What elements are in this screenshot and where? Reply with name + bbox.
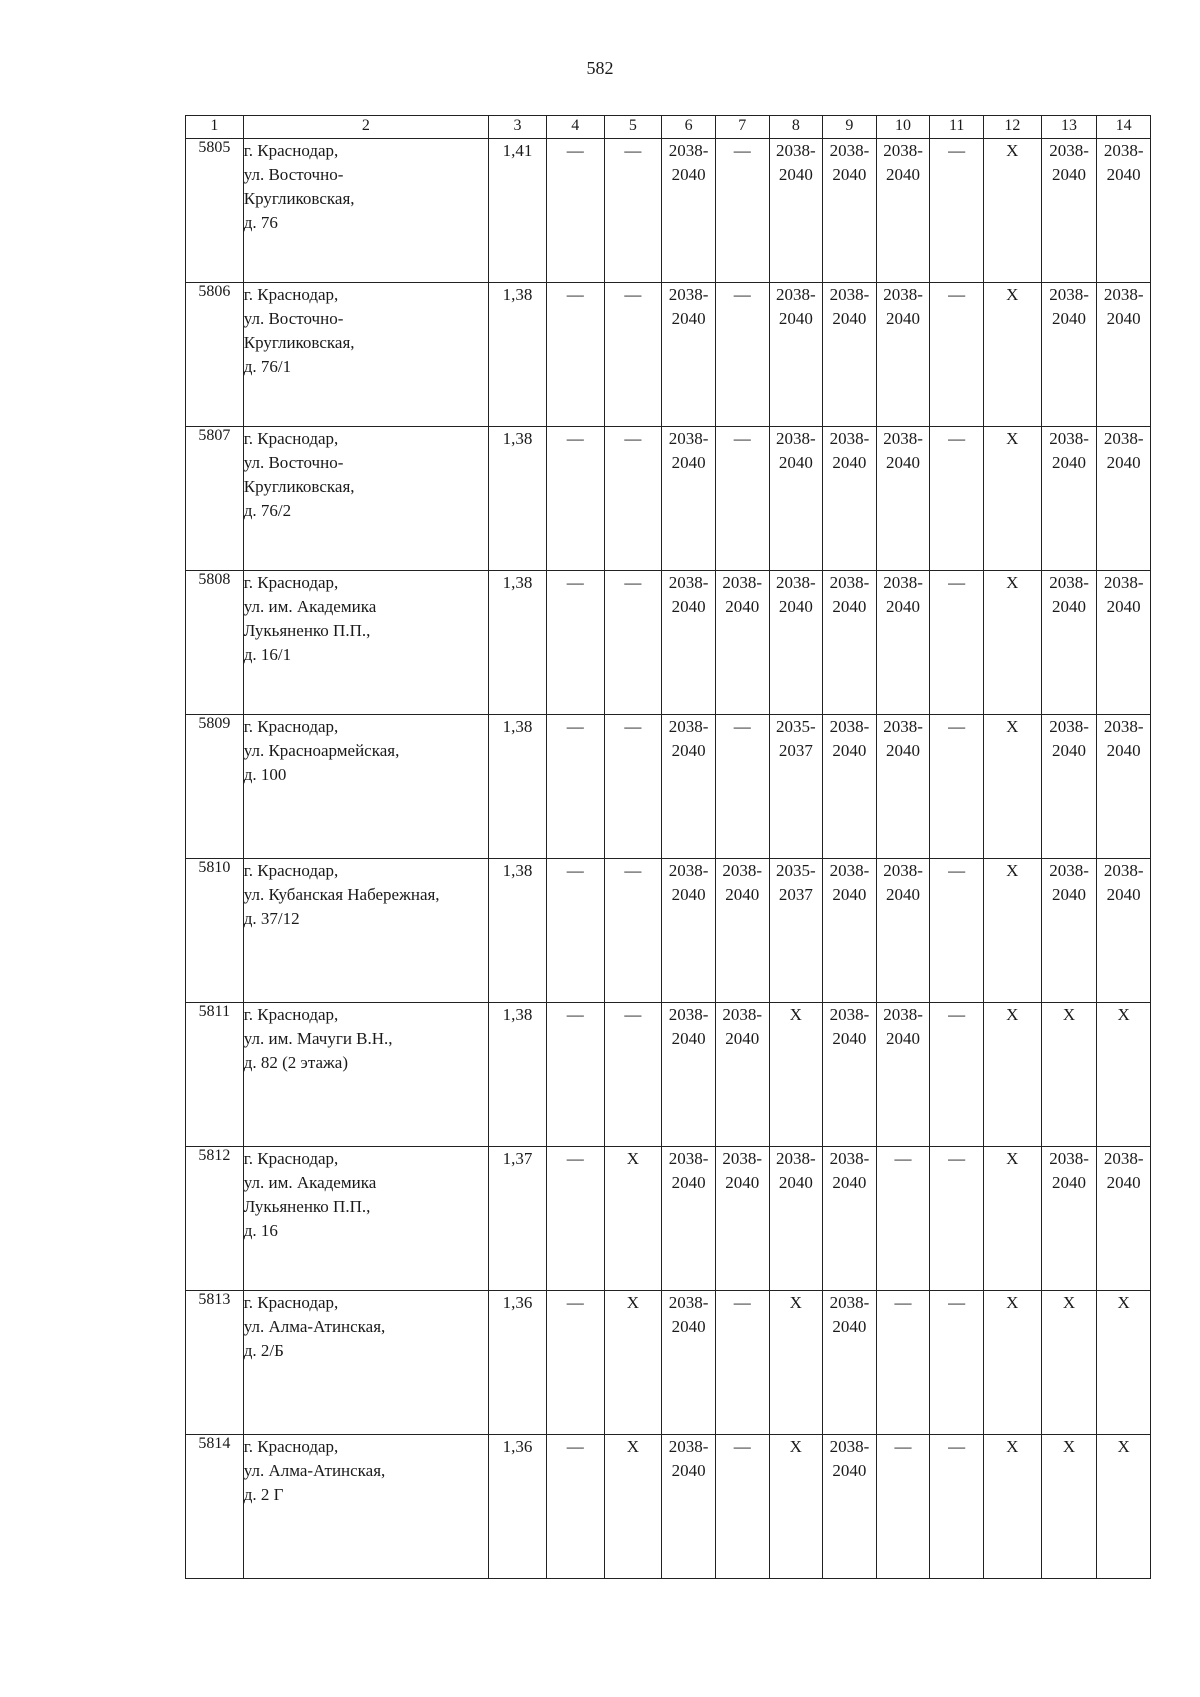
- value-cell-col-10: 2038- 2040: [876, 859, 930, 1003]
- table-row: [186, 1435, 1151, 1579]
- address-cell: [243, 139, 488, 283]
- value-cell-col-11: —: [930, 571, 984, 715]
- value-cell-col-5: —: [604, 427, 662, 571]
- column-header-13: 13: [1041, 116, 1097, 139]
- row-number: 5808: [186, 571, 244, 715]
- value-cell-col-12: Х: [983, 571, 1041, 715]
- value-cell-col-9: 2038- 2040: [823, 571, 877, 715]
- value-cell-col-6: 2038- 2040: [662, 427, 716, 571]
- address-cell: [243, 859, 488, 1003]
- value-cell-col-3: 1,38: [489, 427, 547, 571]
- value-cell-col-6: 2038- 2040: [662, 1147, 716, 1291]
- value-cell-col-5: —: [604, 283, 662, 427]
- address-cell: [243, 283, 488, 427]
- value-cell-col-4: —: [546, 859, 604, 1003]
- value-cell-col-7: 2038- 2040: [715, 859, 769, 1003]
- address-cell: [243, 427, 488, 571]
- value-cell-col-4: —: [546, 283, 604, 427]
- address-line: г. Краснодар,: [243, 573, 339, 592]
- value-cell-col-4: —: [546, 1147, 604, 1291]
- row-number: 5811: [186, 1003, 244, 1147]
- address-line: д. 76: [243, 213, 278, 232]
- address-line: г. Краснодар,: [243, 1149, 339, 1168]
- value-cell-col-4: —: [546, 1291, 604, 1435]
- value-cell-col-11: —: [930, 139, 984, 283]
- value-cell-col-12: Х: [983, 859, 1041, 1003]
- value-cell-col-7: —: [715, 1435, 769, 1579]
- value-cell-col-11: —: [930, 1291, 984, 1435]
- address-line: Кругликовская,: [243, 189, 355, 208]
- address-line: д. 37/12: [243, 909, 300, 928]
- value-cell-col-8: 2038- 2040: [769, 283, 823, 427]
- row-number: 5805: [186, 139, 244, 283]
- address-line: г. Краснодар,: [243, 717, 339, 736]
- value-cell-col-6: 2038- 2040: [662, 139, 716, 283]
- value-cell-col-11: —: [930, 1003, 984, 1147]
- value-cell-col-10: 2038- 2040: [876, 571, 930, 715]
- value-cell-col-8: 2038- 2040: [769, 571, 823, 715]
- table-row: [186, 1291, 1151, 1435]
- column-header-6: 6: [662, 116, 716, 139]
- value-cell-col-12: Х: [983, 139, 1041, 283]
- address-cell: [243, 1291, 488, 1435]
- address-line: ул. им. Мачуги В.Н.,: [243, 1029, 393, 1048]
- value-cell-col-12: Х: [983, 1291, 1041, 1435]
- value-cell-col-13: 2038- 2040: [1041, 715, 1097, 859]
- value-cell-col-10: —: [876, 1291, 930, 1435]
- value-cell-col-7: —: [715, 715, 769, 859]
- value-cell-col-10: 2038- 2040: [876, 427, 930, 571]
- row-number: 5806: [186, 283, 244, 427]
- value-cell-col-10: —: [876, 1147, 930, 1291]
- value-cell-col-3: 1,38: [489, 859, 547, 1003]
- value-cell-col-14: 2038- 2040: [1097, 1147, 1151, 1291]
- value-cell-col-4: —: [546, 1435, 604, 1579]
- address-line: ул. Алма-Атинская,: [243, 1461, 386, 1480]
- address-line: Лукьяненко П.П.,: [243, 621, 371, 640]
- address-line: д. 16: [243, 1221, 278, 1240]
- address-line: д. 2/Б: [243, 1341, 284, 1360]
- value-cell-col-3: 1,41: [489, 139, 547, 283]
- address-cell: [243, 1003, 488, 1147]
- value-cell-col-3: 1,36: [489, 1435, 547, 1579]
- value-cell-col-9: 2038- 2040: [823, 1435, 877, 1579]
- address-line: д. 2 Г: [243, 1485, 284, 1504]
- value-cell-col-7: —: [715, 427, 769, 571]
- value-cell-col-13: 2038- 2040: [1041, 571, 1097, 715]
- value-cell-col-8: Х: [769, 1435, 823, 1579]
- value-cell-col-12: Х: [983, 1435, 1041, 1579]
- value-cell-col-14: 2038- 2040: [1097, 427, 1151, 571]
- address-line: ул. Кубанская Набережная,: [243, 885, 440, 904]
- column-header-10: 10: [876, 116, 930, 139]
- address-line: д. 76/1: [243, 357, 292, 376]
- value-cell-col-9: 2038- 2040: [823, 1291, 877, 1435]
- value-cell-col-4: —: [546, 715, 604, 859]
- value-cell-col-10: —: [876, 1435, 930, 1579]
- address-line: ул. Восточно-: [243, 453, 344, 472]
- table-row: [186, 1147, 1151, 1291]
- table-row: [186, 427, 1151, 571]
- value-cell-col-3: 1,38: [489, 571, 547, 715]
- value-cell-col-9: 2038- 2040: [823, 715, 877, 859]
- address-line: д. 76/2: [243, 501, 292, 520]
- value-cell-col-12: Х: [983, 1003, 1041, 1147]
- value-cell-col-8: 2035- 2037: [769, 859, 823, 1003]
- schedule-table: [185, 115, 1151, 1579]
- value-cell-col-5: —: [604, 1003, 662, 1147]
- value-cell-col-3: 1,38: [489, 715, 547, 859]
- value-cell-col-3: 1,37: [489, 1147, 547, 1291]
- value-cell-col-10: 2038- 2040: [876, 715, 930, 859]
- value-cell-col-4: —: [546, 571, 604, 715]
- value-cell-col-11: —: [930, 859, 984, 1003]
- address-line: г. Краснодар,: [243, 1437, 339, 1456]
- value-cell-col-14: Х: [1097, 1435, 1151, 1579]
- value-cell-col-7: —: [715, 1291, 769, 1435]
- address-cell: [243, 571, 488, 715]
- value-cell-col-11: —: [930, 1147, 984, 1291]
- value-cell-col-3: 1,38: [489, 283, 547, 427]
- column-header-1: 1: [186, 116, 244, 139]
- value-cell-col-7: 2038- 2040: [715, 1003, 769, 1147]
- row-number: 5807: [186, 427, 244, 571]
- value-cell-col-5: —: [604, 139, 662, 283]
- value-cell-col-4: —: [546, 139, 604, 283]
- column-header-8: 8: [769, 116, 823, 139]
- value-cell-col-6: 2038- 2040: [662, 1435, 716, 1579]
- value-cell-col-13: Х: [1041, 1291, 1097, 1435]
- value-cell-col-12: Х: [983, 1147, 1041, 1291]
- value-cell-col-9: 2038- 2040: [823, 427, 877, 571]
- value-cell-col-13: 2038- 2040: [1041, 427, 1097, 571]
- column-header-5: 5: [604, 116, 662, 139]
- value-cell-col-6: 2038- 2040: [662, 1291, 716, 1435]
- row-number: 5812: [186, 1147, 244, 1291]
- address-line: ул. Алма-Атинская,: [243, 1317, 386, 1336]
- value-cell-col-6: 2038- 2040: [662, 1003, 716, 1147]
- value-cell-col-6: 2038- 2040: [662, 715, 716, 859]
- address-line: ул. Восточно-: [243, 165, 344, 184]
- value-cell-col-12: Х: [983, 715, 1041, 859]
- address-cell: [243, 1147, 488, 1291]
- address-line: г. Краснодар,: [243, 1005, 339, 1024]
- value-cell-col-14: 2038- 2040: [1097, 139, 1151, 283]
- value-cell-col-4: —: [546, 427, 604, 571]
- value-cell-col-9: 2038- 2040: [823, 1003, 877, 1147]
- value-cell-col-10: 2038- 2040: [876, 139, 930, 283]
- value-cell-col-13: 2038- 2040: [1041, 1147, 1097, 1291]
- value-cell-col-14: 2038- 2040: [1097, 283, 1151, 427]
- value-cell-col-9: 2038- 2040: [823, 859, 877, 1003]
- table-row: [186, 139, 1151, 283]
- value-cell-col-8: Х: [769, 1003, 823, 1147]
- row-number: 5813: [186, 1291, 244, 1435]
- table-row: [186, 715, 1151, 859]
- column-header-7: 7: [715, 116, 769, 139]
- value-cell-col-5: Х: [604, 1147, 662, 1291]
- column-header-4: 4: [546, 116, 604, 139]
- value-cell-col-14: 2038- 2040: [1097, 715, 1151, 859]
- column-header-11: 11: [930, 116, 984, 139]
- row-number: 5809: [186, 715, 244, 859]
- value-cell-col-6: 2038- 2040: [662, 283, 716, 427]
- address-line: Кругликовская,: [243, 477, 355, 496]
- value-cell-col-13: 2038- 2040: [1041, 139, 1097, 283]
- value-cell-col-14: 2038- 2040: [1097, 571, 1151, 715]
- address-line: г. Краснодар,: [243, 429, 339, 448]
- column-header-14: 14: [1097, 116, 1151, 139]
- value-cell-col-11: —: [930, 283, 984, 427]
- value-cell-col-14: Х: [1097, 1003, 1151, 1147]
- value-cell-col-13: 2038- 2040: [1041, 859, 1097, 1003]
- value-cell-col-13: 2038- 2040: [1041, 283, 1097, 427]
- value-cell-col-3: 1,36: [489, 1291, 547, 1435]
- value-cell-col-14: 2038- 2040: [1097, 859, 1151, 1003]
- value-cell-col-10: 2038- 2040: [876, 283, 930, 427]
- address-cell: [243, 715, 488, 859]
- value-cell-col-13: Х: [1041, 1435, 1097, 1579]
- column-header-12: 12: [983, 116, 1041, 139]
- address-line: г. Краснодар,: [243, 861, 339, 880]
- value-cell-col-9: 2038- 2040: [823, 283, 877, 427]
- table-row: [186, 859, 1151, 1003]
- value-cell-col-7: 2038- 2040: [715, 571, 769, 715]
- value-cell-col-5: —: [604, 715, 662, 859]
- value-cell-col-12: Х: [983, 283, 1041, 427]
- address-cell: [243, 1435, 488, 1579]
- value-cell-col-8: 2038- 2040: [769, 427, 823, 571]
- value-cell-col-11: —: [930, 1435, 984, 1579]
- address-line: д. 100: [243, 765, 287, 784]
- table-row: [186, 571, 1151, 715]
- value-cell-col-8: 2038- 2040: [769, 139, 823, 283]
- value-cell-col-7: —: [715, 283, 769, 427]
- address-line: Кругликовская,: [243, 333, 355, 352]
- value-cell-col-13: Х: [1041, 1003, 1097, 1147]
- row-number: 5814: [186, 1435, 244, 1579]
- value-cell-col-5: Х: [604, 1291, 662, 1435]
- page-number: 582: [586, 58, 614, 78]
- column-header-2: 2: [243, 116, 488, 139]
- address-line: ул. им. Академика: [243, 1173, 377, 1192]
- address-line: д. 16/1: [243, 645, 292, 664]
- header-row: [186, 116, 1151, 139]
- value-cell-col-11: —: [930, 427, 984, 571]
- value-cell-col-5: —: [604, 859, 662, 1003]
- value-cell-col-10: 2038- 2040: [876, 1003, 930, 1147]
- value-cell-col-11: —: [930, 715, 984, 859]
- value-cell-col-6: 2038- 2040: [662, 859, 716, 1003]
- value-cell-col-5: —: [604, 571, 662, 715]
- value-cell-col-12: Х: [983, 427, 1041, 571]
- column-header-9: 9: [823, 116, 877, 139]
- value-cell-col-7: 2038- 2040: [715, 1147, 769, 1291]
- value-cell-col-6: 2038- 2040: [662, 571, 716, 715]
- value-cell-col-8: 2035- 2037: [769, 715, 823, 859]
- value-cell-col-14: Х: [1097, 1291, 1151, 1435]
- address-line: г. Краснодар,: [243, 285, 339, 304]
- value-cell-col-5: Х: [604, 1435, 662, 1579]
- value-cell-col-8: 2038- 2040: [769, 1147, 823, 1291]
- value-cell-col-8: Х: [769, 1291, 823, 1435]
- table-row: [186, 283, 1151, 427]
- address-line: ул. Красноармейская,: [243, 741, 400, 760]
- value-cell-col-4: —: [546, 1003, 604, 1147]
- table-row: [186, 1003, 1151, 1147]
- value-cell-col-7: —: [715, 139, 769, 283]
- value-cell-col-3: 1,38: [489, 1003, 547, 1147]
- address-line: Лукьяненко П.П.,: [243, 1197, 371, 1216]
- address-line: ул. им. Академика: [243, 597, 377, 616]
- address-line: д. 82 (2 этажа): [243, 1053, 348, 1072]
- column-header-3: 3: [489, 116, 547, 139]
- value-cell-col-9: 2038- 2040: [823, 1147, 877, 1291]
- address-line: г. Краснодар,: [243, 1293, 339, 1312]
- table-body: [186, 139, 1151, 1579]
- address-line: ул. Восточно-: [243, 309, 344, 328]
- row-number: 5810: [186, 859, 244, 1003]
- value-cell-col-9: 2038- 2040: [823, 139, 877, 283]
- address-line: г. Краснодар,: [243, 141, 339, 160]
